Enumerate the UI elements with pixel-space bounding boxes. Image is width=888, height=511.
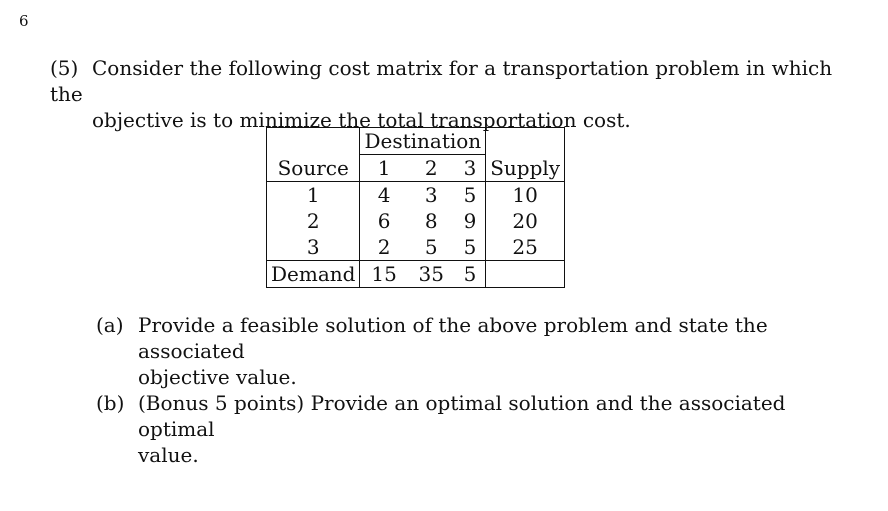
cost-cell: 4 — [360, 182, 408, 209]
problem-text-line-1: Consider the following cost matrix for a transportation problem in which the — [50, 56, 833, 106]
supply-value: 20 — [512, 209, 538, 233]
problem-line-1 — [50, 55, 850, 107]
demand-row — [267, 261, 565, 288]
table-header-row-2 — [267, 155, 565, 182]
cost-cell: 2 — [377, 235, 391, 259]
destination-header: Destination — [360, 128, 486, 155]
supply-header: Supply — [490, 155, 561, 180]
subpart-b — [96, 390, 856, 468]
cost-cell: 8 — [424, 209, 438, 233]
cost-cell: 3 — [408, 182, 455, 209]
subpart-b-label: (b) — [96, 391, 125, 415]
page-number: 6 — [19, 12, 29, 30]
supply-value: 25 — [512, 235, 538, 259]
subpart-a — [96, 312, 856, 390]
cost-cell: 5 — [455, 234, 486, 261]
problem-text-line-2: objective is to minimize the total transportation cost. — [92, 108, 631, 132]
subpart-b-line-2: value. — [138, 443, 199, 467]
cost-table — [266, 127, 565, 288]
subparts — [96, 312, 856, 468]
table-row — [267, 182, 565, 209]
supply-value: 10 — [486, 182, 565, 209]
subpart-a-line-1: Provide a feasible solution of the above problem and state the associated — [138, 313, 768, 363]
cost-cell: 9 — [455, 208, 486, 234]
source-header: Source — [267, 155, 360, 182]
subpart-a-line-2: objective value. — [138, 365, 297, 389]
subpart-a-label: (a) — [96, 313, 124, 337]
destination-2-header: 2 — [424, 156, 438, 180]
destination-3-header: 3 — [455, 155, 486, 182]
source-label: 1 — [267, 182, 360, 209]
problem-number: (5) — [50, 56, 79, 80]
subpart-b-line-1: (Bonus 5 points) Provide an optimal solution and the associated optimal — [138, 391, 786, 441]
demand-value: 15 — [360, 261, 408, 288]
cost-cell: 5 — [455, 182, 486, 209]
destination-1-header: 1 — [377, 156, 391, 180]
table-row — [267, 208, 565, 234]
demand-value: 5 — [455, 261, 486, 288]
source-label: 3 — [267, 234, 360, 261]
problem-statement — [50, 55, 850, 133]
demand-label: Demand — [267, 261, 360, 288]
demand-value: 35 — [408, 261, 455, 288]
cost-matrix — [266, 127, 565, 288]
source-label: 2 — [267, 208, 360, 234]
table-row — [267, 234, 565, 261]
table-header-row-1 — [267, 128, 565, 155]
cost-cell: 6 — [377, 209, 391, 233]
cost-cell: 5 — [424, 235, 438, 259]
